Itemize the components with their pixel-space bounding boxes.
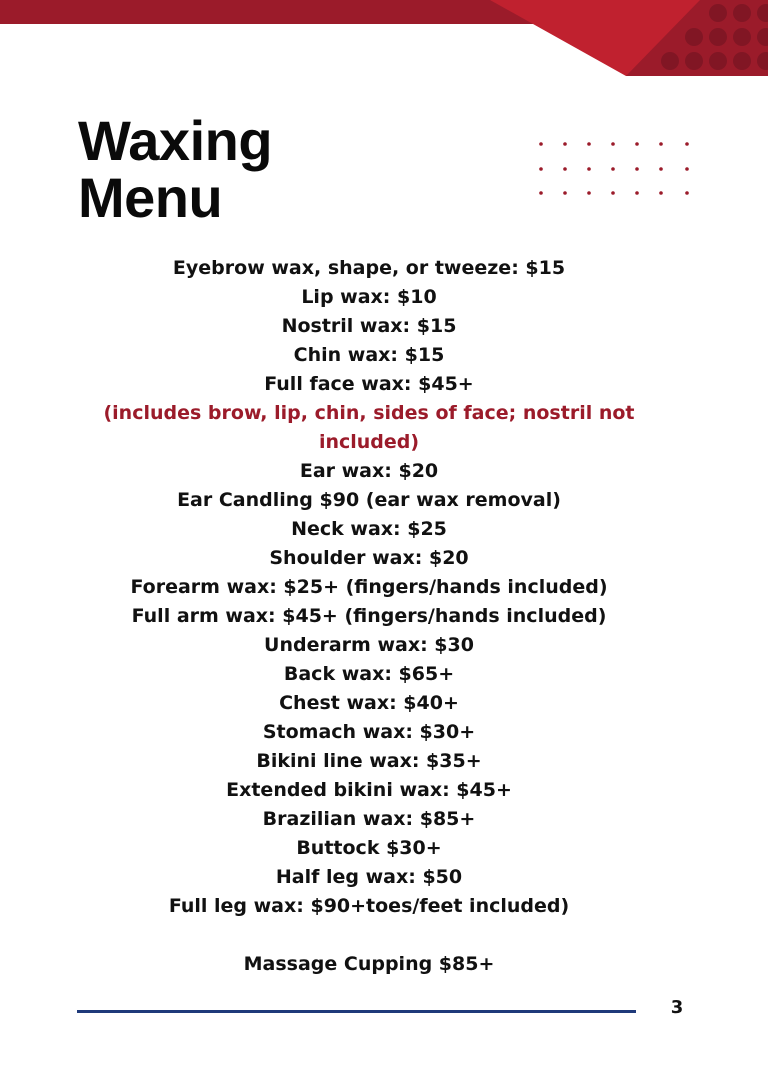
menu-item: Chin wax: $15 (293, 344, 445, 366)
page-title-line-1: Waxing (78, 109, 273, 172)
menu-item: Bikini line wax: $35+ (256, 750, 482, 772)
page-number: 3 (670, 997, 684, 1018)
menu-item: Buttock $30+ (296, 837, 442, 859)
menu-item: Brazilian wax: $85+ (262, 808, 476, 830)
footer-divider (77, 1010, 636, 1013)
menu-item: Shoulder wax: $20 (269, 547, 469, 569)
menu-item: Back wax: $65+ (283, 663, 455, 685)
menu-item: Full face wax: $45+ (264, 373, 474, 395)
menu-item: Stomach wax: $30+ (262, 721, 476, 743)
decorative-dot-grid (536, 138, 696, 198)
menu-item: Extended bikini wax: $45+ (226, 779, 512, 801)
header-decoration-band (0, 0, 768, 76)
menu-item: Chest wax: $40+ (279, 692, 459, 714)
menu-item: Ear Candling $90 (ear wax removal) (177, 489, 561, 511)
menu-item: Nostril wax: $15 (281, 315, 457, 337)
menu-item: Lip wax: $10 (301, 286, 437, 308)
menu-item: Half leg wax: $50 (275, 866, 463, 888)
menu-item-note: (includes brow, lip, chin, sides of face; nostril not included) (103, 402, 635, 453)
menu-item: Underarm wax: $30 (264, 634, 474, 656)
waxing-price-list (60, 254, 678, 979)
menu-item: Full leg wax: $90+toes/feet included) (168, 895, 570, 917)
page-title (78, 109, 273, 229)
menu-item: Eyebrow wax, shape, or tweeze: $15 (172, 257, 566, 279)
menu-item: Massage Cupping $85+ (243, 953, 495, 975)
page-title-line-2: Menu (78, 166, 223, 229)
menu-item: Ear wax: $20 (299, 460, 439, 482)
menu-spacer (60, 921, 678, 950)
menu-item: Forearm wax: $25+ (fingers/hands included) (130, 576, 608, 598)
menu-item: Full arm wax: $45+ (fingers/hands included) (131, 605, 607, 627)
menu-item: Neck wax: $25 (291, 518, 447, 540)
